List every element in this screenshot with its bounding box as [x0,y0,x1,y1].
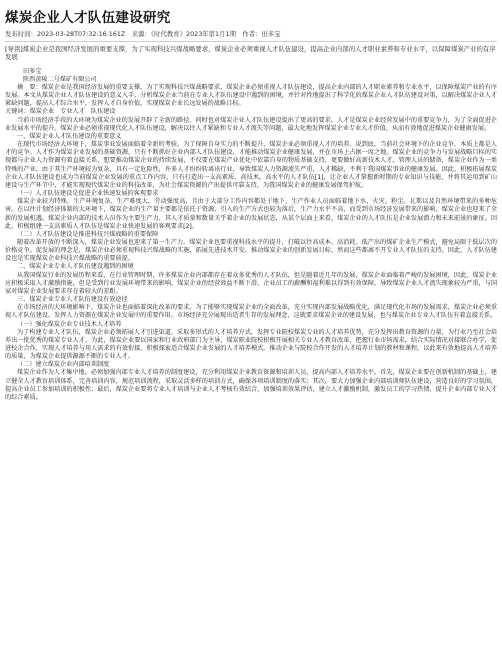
author-name: 田多宝 [23,67,42,75]
paragraph: 从我国煤炭行业的发展历程来看，在行业管理时期，许多煤炭企业内部都存在着众多优秀的人才队伍，但是随着近几年的发展，煤炭企业面临着严峻的发展困境，因此，煤炭企业应积极采取人才激励措施。但是受到行业发展环境带来的影响，煤炭企业的经营效益不断下滑，企业员工的薪酬和福利难以得到有效保障，导致煤炭企业人才流失现象较为严重，与国家对煤炭企业发展要求存在着较大的差距。 [5,271,497,295]
article-meta: 发布时间：2023-03-28T07:32:16.161Z 来源：《时代教育》2023年第1月1期 作者：田多宝 [5,30,281,38]
guide-label: [导读] [5,44,23,53]
author-org: 陕西黄陵二号煤矿有限公司 [23,75,97,83]
subsection-heading: （一）强化煤炭企业专业技术人才培养 [17,320,122,328]
paragraph: 煤炭企业作为人才集中地，必须加强内部专业人才培养的制度建设，充分利用煤炭企业教育资源和培训人员，提高内部人才培养水平。首先，煤炭企业要在创新机制的基础上，建立健全人才教育培训体系，完善培训内容，规范培训流程，采取灵活多样的培训方式，确保各项培训制度的落实；其次，要大力加强企业内部培训师队伍建设，营造良好的学习氛围，提高企业员工参加培训的积极性；最后，煤炭企业要将专业人才培训与企业人才考核有效结合，加强培训效果评估，建立人才激励机制，激发员工的学习热情，提升企业内部专业人才的综合素质。 [5,369,497,401]
paragraph: 当前市场经济手段的大环境为煤炭企业的发展开辟了全新的路径，同时也对煤炭企业人才队伍建设提出了更高的要求。人才是煤炭企业经营发展中的重要竞争力，为了全面促进企业发展水平的提升，煤炭企业必须重视现代化人才队伍建设，解决以往人才紧缺和专业人才流失等问题，最大化地发挥煤炭企业专业人才价值，从而有效地促进煤炭企业健康发展。 [5,116,497,132]
paragraph: 为了构建专业人才队伍，煤炭企业必须拓展人才引进渠道，采取多形式的人才培养方式，发挥专业院校煤炭专业的人才培养优势，充分发挥出教育资源的力量，为行业乃至社会培养出一批优秀的煤炭专业人才。为此，煤炭企业要以国家和行业政府部门为主导，煤炭职业院校积极开展相关专业人才教育改革，把握行业市场需求，结合实际情况对接联合办学，促进校企合作，实现人才培养与用人需求的有效衔接，积极探索适合煤炭企业发展的人才培养模式。推动企业与院校合作开发的人才培养计划的教材和课程，以此来有效地提高人才培养的质量，为煤炭企业提供源源不断的专业人才。 [5,328,497,361]
section-heading: 三、煤炭企业专业人才队伍建设有效途径 [17,296,128,304]
paragraph: 在现代市场经济大环境下，煤炭事业发展面临着全新的考验，为了保障自身实力的不断提升，煤炭企业必须重视人才的培养。说到底，当前社会环境下的企业竞争，本质上都是人才的竞争。人才作为煤炭企业发展的基础资源，只有不断抓好企业内部人才队伍建设，才能推动煤炭企业健康发展，并在市场上占据一席之地。煤炭企业的竞争力与发展战略目标的实现都与企业人力资源有着直接关系，想要推动煤炭企业的持续发展，不仅要在煤炭产业优化中依靠自身的物质基础支持，更要做好高新技术人才、管理人员的储备，煤炭企业作为一类特殊的产业，由于其生产环境较为复杂，具有一定危险性，许多人才纷纷转离该行业，导致煤炭人力资源流失严重，人才稀缺，不利于我国煤炭事业的健康发展。因此，积极拓展煤炭企业人才队伍建设也成为当前煤炭企业发展的重点工作内容，只有打造出一支高素质、高技术、高水平的人才队伍[1]，让企业人才掌握新时期的专业知识与技能，并将其运用到矿山建设与生产环节中，才能实现现代煤炭企业的科技改革，为社会煤炭资源的产出提供可靠支持，为我国煤炭企业的健康发展保驾护航。 [5,141,497,189]
guide-text: 煤炭企业是我国经济发展的重要支撑，为了实现科技兴煤战略要求，煤炭企业必须重视人才队伍建设，提高企业内部的人才职业素养和专业水平，以保障煤炭产业的有序发展 [5,44,496,62]
paragraph: 在市场经济的大环境影响下，煤炭企业也面临着深化改革的要求。为了能够实现煤炭企业的全面改革，充分实现内部发展战略优化，满足现代化市场的发展需求，煤炭企业必须重视人才队伍建设，发挥人力资源在煤炭企业发展中的重要作用。市场经济充分展现出适者生存的发展理念，这就要求煤炭企业的建设发展，也与煤炭企业专业人才队伍有着直接关系。 [5,304,497,320]
subsection-heading: （一）人才队伍建设是促进企业快速发展的客观要求 [17,190,159,198]
paragraph: 煤炭企业较为特殊，生产环境复杂、生产难度大、劳动强度高，且由于大部分工作内容都处于地下，生产作业人员面临着地下水、火灾、粉尘、瓦斯以及自然环境带来的多种危害。在以往计划经济体制的大环境下，煤炭企业的生产量主要都是依托于资源，引入的生产方式也较为落后，生产力水平不高，而受到市场经济发展带来的影响，煤炭企业也迎来了全新的发展机遇。煤炭企业内部的技术人员作为主要生产力，其人才质量和数量关乎着企业的发展状态，从某个层面上来看，煤炭企业的人才队伍是企业发展潜力和未来前景的象征。因此，积极组建一支高素质人才队伍是煤炭企业快速发展的客观要求[2]。 [5,198,497,230]
guide-block [5,45,497,62]
paragraph: 随着改革开放的不断深入，煤炭企业发展也迎来了第一生产力。煤炭企业也要重视科技水平的提升，打破以往高成本、高消耗、低产出的煤矿企业生产模式，避免局限于低层次的价格竞争。促发展的理念是，煤炭企业必须重视科技兴煤战略的实施，拓展先进技术开发，推动煤炭企业的创新发展目标，然而这些都离不开专业人才队伍的支持。因此，人才队伍建设也是实现煤炭企业科技兴煤战略的重要前提。 [5,238,497,263]
subsection-heading: （二）人才队伍建设是推进科技兴煤战略的重要保障 [17,230,159,238]
article-body [5,68,497,402]
subsection-heading: （二）建立煤炭企业内部培训制度 [17,361,110,369]
section-heading: 二、煤炭企业专业人才队伍建设遇到的困境 [17,263,134,271]
divider [5,41,497,42]
keywords: 关键词：煤炭企业 专业人才 队伍建设 [5,108,116,116]
article-title: 煤炭企业人才队伍建设研究 [5,10,171,26]
section-heading: 一、煤炭企业人才队伍建设的重要意义 [17,132,122,140]
abstract: 摘 要：煤炭企业是我国经济发展的重要支撑，为了实现科技兴煤战略要求，煤炭企业必须重视人才队伍建设，提高企业内部的人才职业素养和专业水平，以保障煤炭产业的有序发展。本文从煤炭企业人才队伍建设的意义入手，分析煤炭企业当前在专业人才队伍建设中遇到的困境，并针对性地提出了科学化的煤炭企业人才队伍建设对策，以解决煤炭企业人才紧缺问题，提高人才综合水平，发挥人才自身价值，实现煤炭企业长远发展的战略目标。 [5,84,497,108]
